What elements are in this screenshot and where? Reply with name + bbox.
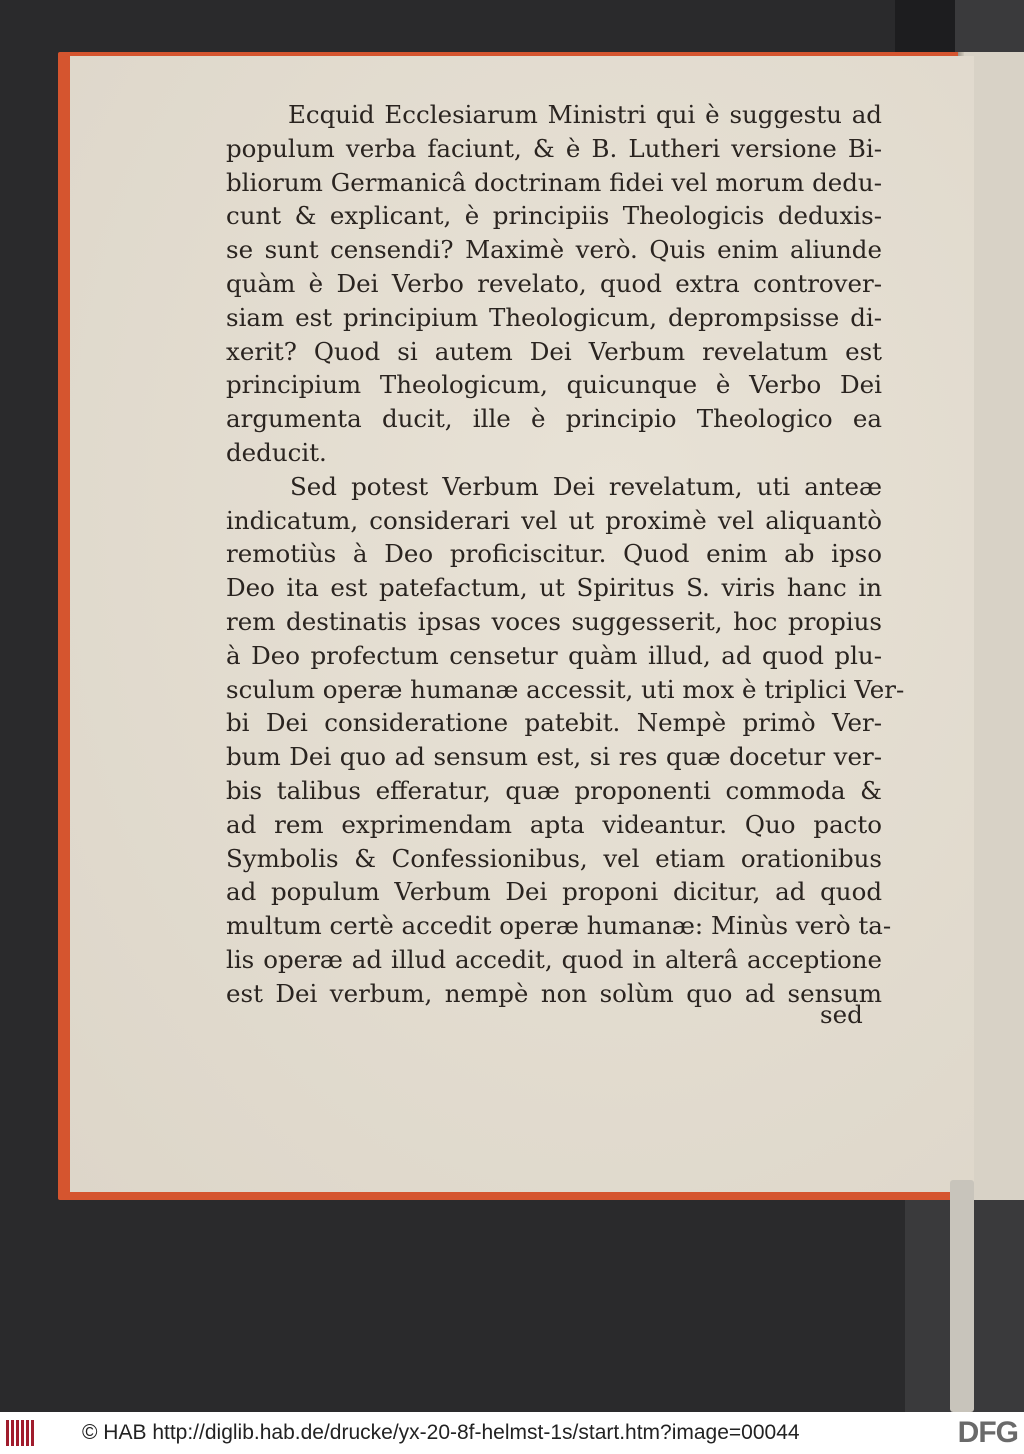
page-text — [226, 98, 905, 1011]
text-line: ad populum Verbum Dei proponi dicitur, ad quod — [226, 877, 882, 907]
dfg-logo: DFG — [957, 1416, 1018, 1449]
viewer-footer — [0, 1412, 1024, 1454]
text-line: Deo ita est patefactum, ut Spiritus S. viris hanc in — [226, 573, 882, 603]
book-spine — [950, 1180, 974, 1412]
copyright-url[interactable]: © HAB http://diglib.hab.de/drucke/yx-20-8f-helmst-1s/start.htm?image=00044 — [82, 1421, 800, 1444]
text-line: cunt & explicant, è principiis Theologicis deduxis- — [226, 201, 882, 231]
bookmark-ribbon — [895, 0, 955, 55]
text-line: Sed potest Verbum Dei revelatum, uti anteæ — [290, 471, 882, 501]
text-line: lis operæ ad illud accedit, quod in alterâ acceptione — [226, 944, 882, 974]
text-line: multum certè accedit operæ humanæ: Minùs verò ta- — [226, 911, 892, 941]
text-line: deducit. — [226, 437, 327, 467]
text-line: bis talibus efferatur, quæ proponenti commoda & — [226, 775, 882, 805]
text-line: siam est principium Theologicum, deprompsisse di- — [226, 302, 882, 332]
text-line: argumenta ducit, ille è principio Theologico ea — [226, 404, 882, 434]
hab-logo-icon — [6, 1418, 44, 1448]
text-line: à Deo profectum censetur quàm illud, ad quod plu- — [226, 640, 882, 670]
text-line: rem destinatis ipsas voces suggesserit, hoc propius — [226, 606, 882, 636]
text-line: bliorum Germanicâ doctrinam fidei vel morum dedu- — [226, 167, 882, 197]
text-line: Symbolis & Confessionibus, vel etiam orationibus — [226, 843, 882, 873]
text-line: principium Theologicum, quicunque è Verbo Dei — [226, 370, 882, 400]
text-line: remotiùs à Deo proficiscitur. Quod enim ab ipso — [226, 539, 882, 569]
text-line: sculum operæ humanæ accessit, uti mox è triplici Ver- — [226, 674, 905, 704]
text-line: bum Dei quo ad sensum est, si res quæ docetur ver- — [226, 742, 882, 772]
text-line: xerit? Quod si autem Dei Verbum revelatum est — [226, 336, 882, 366]
catchword: sed — [820, 1000, 863, 1029]
text-line: indicatum, considerari vel ut proximè vel aliquantò — [226, 505, 882, 535]
text-line: ad rem exprimendam apta videantur. Quo pacto — [226, 809, 882, 839]
text-line: quàm è Dei Verbo revelato, quod extra controver- — [226, 268, 882, 298]
text-line: populum verba faciunt, & è B. Lutheri versione Bi- — [226, 133, 882, 163]
text-line: se sunt censendi? Maximè verò. Quis enim aliunde — [226, 235, 882, 265]
text-line: bi Dei consideratione patebit. Nempè primò Ver- — [226, 708, 882, 738]
text-line: Ecquid Ecclesiarum Ministri qui è suggestu ad — [288, 100, 882, 129]
text-line: est Dei verbum, nempè non solùm quo ad sensum — [226, 978, 882, 1008]
